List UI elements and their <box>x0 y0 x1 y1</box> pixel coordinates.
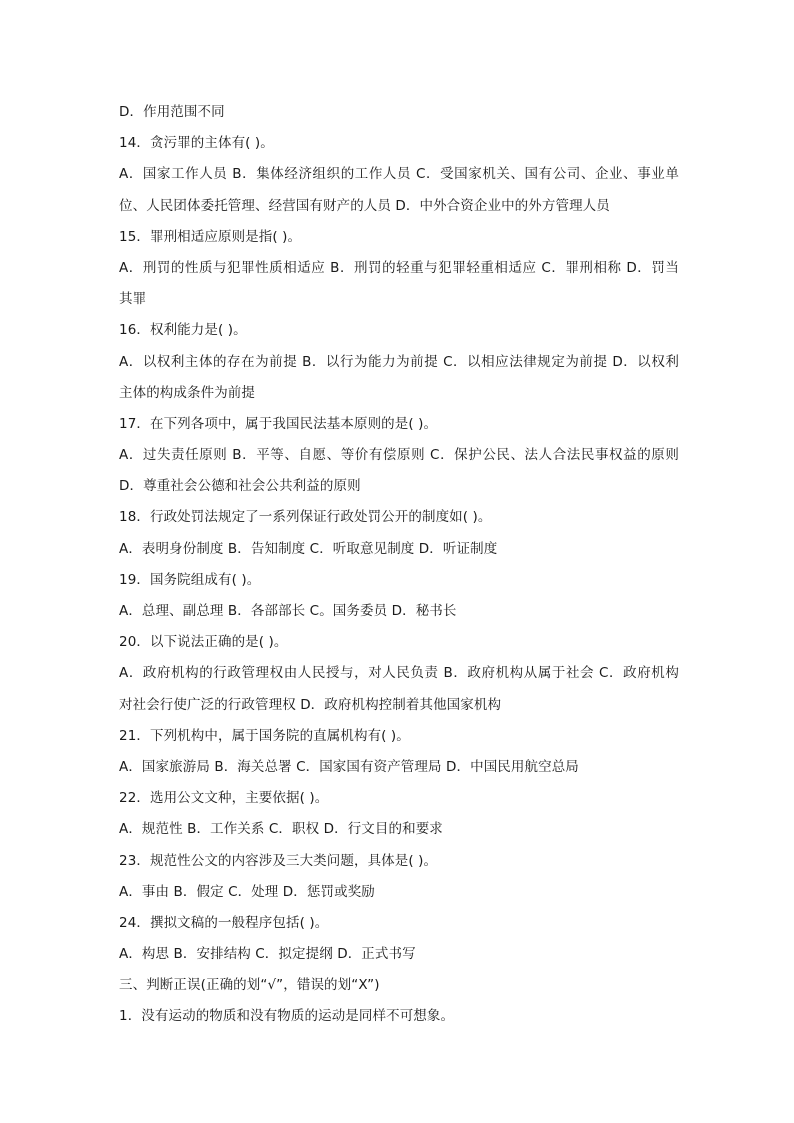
option-line-13: D．作用范围不同 <box>119 104 225 120</box>
options-15-line-2: 其罪 <box>119 291 147 308</box>
question-17: 17．在下列各项中，属于我国民法基本原则的是( )。 <box>119 415 438 432</box>
question-16: 16．权利能力是( )。 <box>119 322 247 339</box>
question-22: 22．选用公文文种，主要依据( )。 <box>119 790 329 807</box>
options-14-line-2: 位、人民团体委托管理、经营国有财产的人员 D．中外合资企业中的外方管理人员 <box>119 197 610 214</box>
question-24: 24．撰拟文稿的一般程序包括( )。 <box>119 914 329 931</box>
question-20: 20．以下说法正确的是( )。 <box>119 634 288 651</box>
options-17-line-1: A．过失责任原则 B．平等、自愿、等价有偿原则 C．保护公民、法人合法民事权益的原则 <box>119 447 679 464</box>
options-15-line-1: A．刑罚的性质与犯罪性质相适应 B．刑罚的轻重与犯罪轻重相适应 C．罪刑相称 D．罚当 <box>119 259 679 276</box>
options-20-line-2: 对社会行使广泛的行政管理权 D．政府机构控制着其他国家机构 <box>119 696 502 713</box>
options-16-line-1: A．以权利主体的存在为前提 B．以行为能力为前提 C．以相应法律规定为前提 D．以权利 <box>119 353 679 370</box>
options-23: A．事由 B．假定 C．处理 D．惩罚或奖励 <box>119 883 375 900</box>
options-19: A．总理、副总理 B．各部部长 C。国务委员 D．秘书长 <box>119 603 457 619</box>
question-23: 23．规范性公文的内容涉及三大类问题，具体是( )。 <box>119 852 438 869</box>
question-14: 14．贪污罪的主体有( )。 <box>119 135 274 152</box>
document-body <box>119 97 679 1033</box>
question-21: 21．下列机构中，属于国务院的直属机构有( )。 <box>119 727 410 744</box>
question-19: 19．国务院组成有( )。 <box>119 571 261 588</box>
options-22: A．规范性 B．工作关系 C．职权 D．行文目的和要求 <box>119 821 443 838</box>
section-heading-true-false: 三、判断正误(正确的划“√”，错误的划“X”) <box>119 977 380 994</box>
options-18: A．表明身份制度 B．告知制度 C．听取意见制度 D．听证制度 <box>119 540 498 557</box>
options-14-line-1: A．国家工作人员 B．集体经济组织的工作人员 C．受国家机关、国有公司、企业、事业单 <box>119 166 679 183</box>
options-17-line-2: D．尊重社会公德和社会公共利益的原则 <box>119 478 361 495</box>
options-20-line-1: A．政府机构的行政管理权由人民授与，对人民负责 B．政府机构从属于社会 C．政府机构 <box>119 665 679 682</box>
options-24: A．构思 B．安排结构 C．拟定提纲 D．正式书写 <box>119 946 416 963</box>
options-21: A．国家旅游局 B．海关总署 C．国家国有资产管理局 D．中国民用航空总局 <box>119 758 579 775</box>
options-16-line-2: 主体的构成条件为前提 <box>119 384 255 401</box>
question-18: 18．行政处罚法规定了一系列保证行政处罚公开的制度如( )。 <box>119 509 492 526</box>
true-false-question-1: 1．没有运动的物质和没有物质的运动是同样不可想象。 <box>119 1008 455 1025</box>
question-15: 15．罪刑相适应原则是指( )。 <box>119 228 302 245</box>
